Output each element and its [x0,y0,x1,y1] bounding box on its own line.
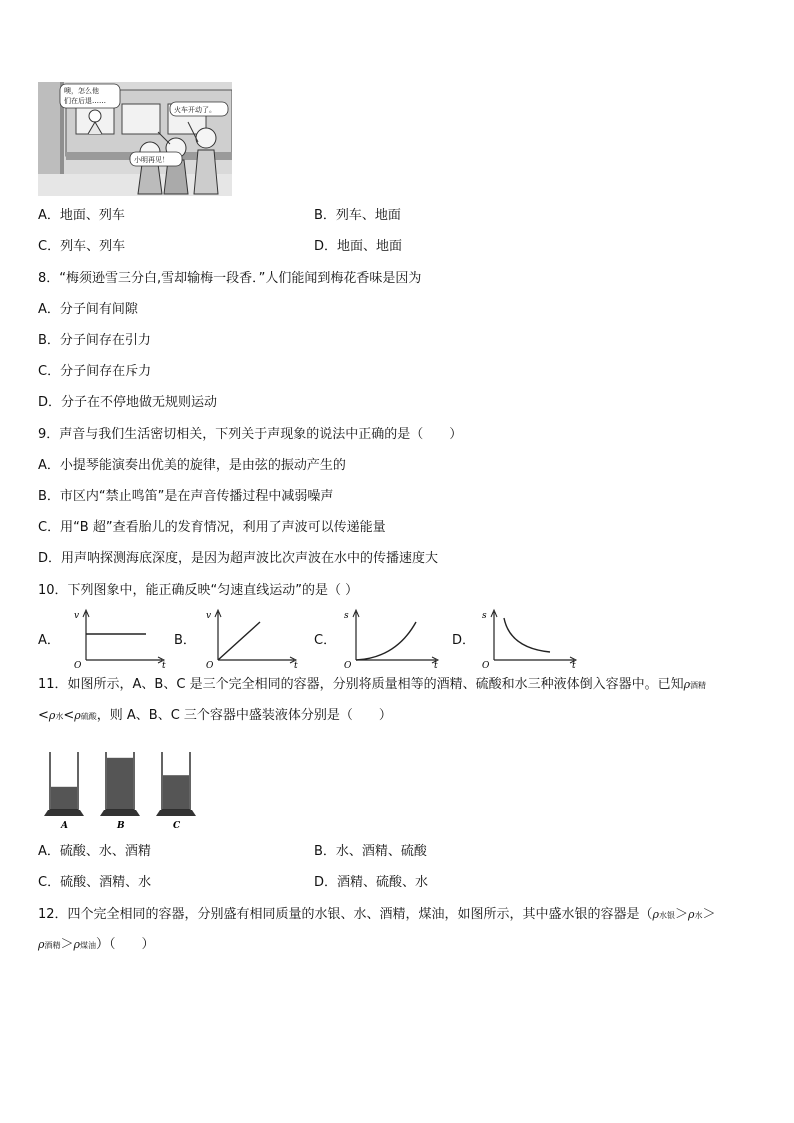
rho-symbol: ρ [48,709,56,722]
rho-symbol: ρ [74,709,81,722]
gt-sign: ＞ [60,937,74,952]
bubble-bottom: 小明再见！ [134,156,169,164]
q10-graph-b-origin: O [206,661,214,668]
q10-option-c-label[interactable]: C． [314,633,337,648]
q11-option-b[interactable]: B．水、酒精、硫酸 [314,844,427,859]
q7-option-b[interactable]: B．列车、地面 [314,208,401,223]
lt-sign: < [38,708,49,723]
container-base [100,810,140,816]
lt-sign: < [63,708,75,723]
q10-option-b-label[interactable]: B． [174,633,196,648]
q10-graph-c-curve [356,622,416,660]
sub-water: 水 [55,712,64,721]
q7-option-a[interactable]: A．地面、列车 [38,208,125,223]
container-b [100,752,140,830]
bubble-top-line2: 们在后退…… [64,97,106,105]
q11-option-c[interactable]: C．硫酸、酒精、水 [38,875,152,890]
rho-symbol: ρ [683,678,691,691]
q8-option-a[interactable]: A．分子间有间隙 [38,302,138,317]
q9-option-d[interactable]: D．用声呐探测海底深度，是因为超声波比次声波在水中的传播速度大 [38,551,439,566]
q12-stem-line2 [38,936,154,955]
sub-alcohol: 酒精 [690,681,707,690]
container-a [44,752,84,830]
container-label: A [61,821,68,830]
q10-graph-c[interactable] [336,608,440,668]
q10-graph-a-origin: O [74,661,82,668]
q8-option-b[interactable]: B．分子间存在引力 [38,333,151,348]
q9-option-b[interactable]: B．市区内“禁止鸣笛”是在声音传播过程中减弱噪声 [38,489,334,504]
q11-option-a[interactable]: A．硫酸、水、酒精 [38,844,151,859]
bubble-top-line1: 噢，怎么他 [64,87,99,95]
q7-option-d[interactable]: D．地面、地面 [314,239,403,254]
q10-graph-c-x: t [434,661,438,668]
q11-containers-figure [42,748,202,830]
liquid-fill [107,758,133,810]
q10-graph-c-origin: O [344,661,352,668]
q9-option-c[interactable]: C．用“B 超”查看胎儿的发育情况，利用了声波可以传递能量 [38,520,386,535]
q10-graph-d[interactable] [474,608,578,668]
q10-graph-d-x: t [572,661,576,668]
q11-stem-text: 11．如图所示，A、B、C 是三个完全相同的容器，分别将质量相等的酒精、硫酸和水三种液体倒入容器中。已知 [38,677,684,692]
q10-graph-d-y: s [482,611,487,621]
q8-stem: 8．“梅须逊雪三分白,雪却输梅一段香．”人们能闻到梅花香味是因为 [38,271,422,286]
rho-symbol: ρ [73,938,80,951]
q12-stem-text: 12．四个完全相同的容器，分别盛有相同质量的水银、水、酒精，煤油，如图所示，其中盛水银的容器是（ [38,907,653,922]
q9-stem: 9．声音与我们生活密切相关，下列关于声现象的说法中正确的是（ ） [38,427,463,442]
q8-option-d[interactable]: D．分子在不停地做无规则运动 [38,395,218,410]
gt-sign: ＞ [675,907,689,922]
container-label: C [173,821,181,830]
q10-option-d-label[interactable]: D． [452,633,476,648]
sub-alcohol: 酒精 [44,941,61,950]
q10-stem: 10．下列图象中，能正确反映“匀速直线运动”的是（ ） [38,583,359,598]
rho-symbol: ρ [688,908,695,921]
container-c [156,752,196,830]
q11-stem-line1 [38,676,706,695]
q11-stem-tail: ，则 A、B、C 三个容器中盛装液体分别是（ ） [96,708,392,723]
bubble-right: 火车开动了。 [174,106,216,114]
sub-kerosene: 煤油 [79,941,96,950]
q7-option-c[interactable]: C．列车、列车 [38,239,126,254]
q10-graph-b-curve [218,622,260,660]
q11-stem-line2 [38,707,392,726]
q12-stem-line1 [38,906,716,925]
q10-graph-d-curve [504,618,550,652]
q10-graph-a-x: t [162,661,166,668]
train-illustration [38,82,232,196]
sub-mercury: 水银 [659,911,676,920]
q12-stem-tail: ）（ ） [95,937,155,952]
liquid-fill [163,775,189,810]
q10-option-a-label[interactable]: A． [38,633,60,648]
container-base [156,810,196,816]
q10-graph-b-x: t [294,661,298,668]
q10-graph-d-origin: O [482,661,490,668]
container-base [44,810,84,816]
q10-graph-a[interactable] [66,608,166,668]
sub-water: 水 [694,911,703,920]
container-label: B [117,821,125,830]
gt-sign: ＞ [702,907,716,922]
liquid-fill [51,787,77,810]
rho-symbol: ρ [38,938,45,951]
sub-acid: 硫酸 [80,712,97,721]
rho-symbol: ρ [652,908,660,921]
q11-option-d[interactable]: D．酒精、硫酸、水 [314,875,429,890]
q10-graph-c-y: s [344,611,349,621]
q10-graph-b[interactable] [198,608,298,668]
q9-option-a[interactable]: A．小提琴能演奏出优美的旋律，是由弦的振动产生的 [38,458,346,473]
q10-graph-a-y: v [74,611,80,621]
q8-option-c[interactable]: C．分子间存在斥力 [38,364,152,379]
q10-graph-b-y: v [206,611,212,621]
train-scene-image [38,82,232,196]
